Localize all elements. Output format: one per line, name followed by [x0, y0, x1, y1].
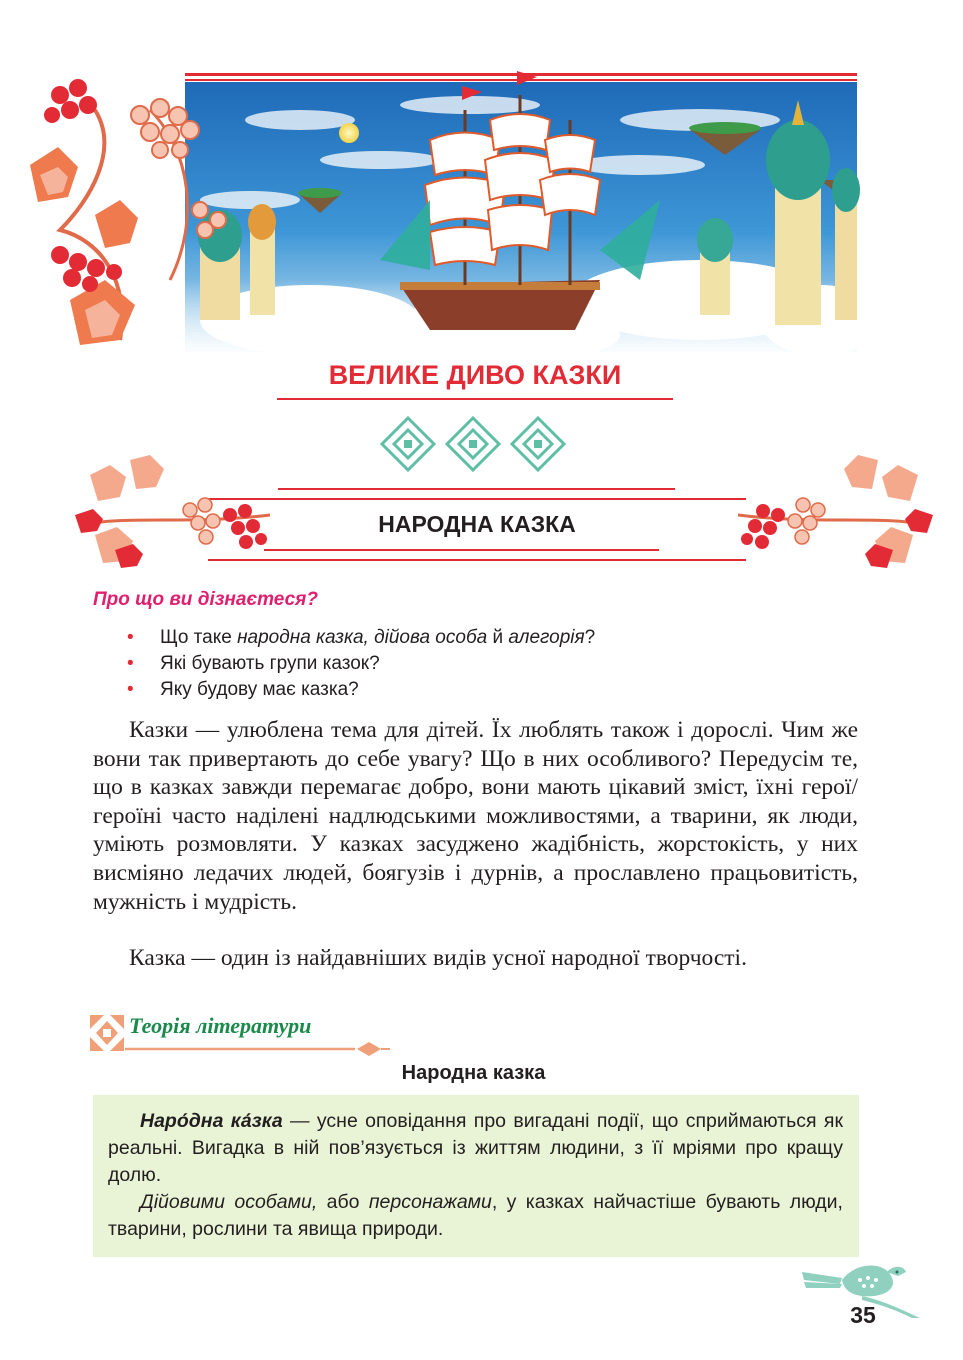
- page-number: 35: [850, 1302, 876, 1328]
- section-rule: [278, 488, 675, 490]
- top-rule-thin: [185, 79, 857, 81]
- fairy-tale-ship-illustration: [0, 0, 963, 360]
- section-title: НАРОДНА КАЗКА: [378, 511, 576, 537]
- bullet-icon: •: [127, 627, 134, 648]
- top-rule: [185, 73, 857, 76]
- viburnum-ornament-left-icon: [70, 455, 275, 570]
- list-item: • Які бувають групи казок?: [127, 651, 595, 677]
- theory-underline: [125, 1040, 390, 1058]
- learn-list: [127, 625, 595, 703]
- diamond-ornament-icon: [378, 412, 568, 480]
- list-item: • Яку будову має казка?: [127, 677, 595, 703]
- section-rule: [208, 498, 746, 500]
- theory-label: Теорія літератури: [129, 1013, 312, 1038]
- viburnum-ornament-right-icon: [733, 455, 938, 570]
- definition-paragraph: Наро́дна ка́зка — усне оповідання про вигадані події, що сприймаються як реальні. Вигадка в ній пов’язується із життям людини, з її мріями про кращу долю.: [108, 1110, 843, 1186]
- chapter-title-rule: [277, 398, 673, 400]
- body-paragraph: Казка — один із найдавніших видів усної народної творчості.: [129, 945, 747, 971]
- chapter-title: ВЕЛИКЕ ДИВО КАЗКИ: [328, 360, 622, 390]
- section-rule: [208, 559, 746, 561]
- list-item: • Що таке народна казка, дійова особа й алегорія?: [127, 625, 595, 651]
- theory-ornament-icon: [90, 1015, 124, 1051]
- bullet-icon: •: [127, 653, 134, 674]
- theory-title: Народна казка: [401, 1062, 546, 1084]
- bullet-icon: •: [127, 679, 134, 700]
- body-paragraph: Казки — улюблена тема для дітей. Їх люблять також і дорослі. Чим же вони так привертають до себе увагу? Що в них особливого? Передусім те, що в казках завжди перемагає добро, вони мають цікавий зміст, їхні герої/героїні часто наділені надлюдськими можливостями, а тварини, як люди, уміють розмовляти. У казках засуджено жадібність, жорстокість, у них висміяно ледачих людей, боягузів і дурнів, а прославлено працьовитість, мужність і мудрість.: [93, 717, 858, 915]
- definition-paragraph: Дійовими особами, або персонажами, у казках найчастіше бувають люди, тварини, рослини та явища природи.: [108, 1191, 843, 1240]
- section-rule: [264, 549, 659, 551]
- learn-heading: Про що ви дізнаєтеся?: [93, 589, 318, 610]
